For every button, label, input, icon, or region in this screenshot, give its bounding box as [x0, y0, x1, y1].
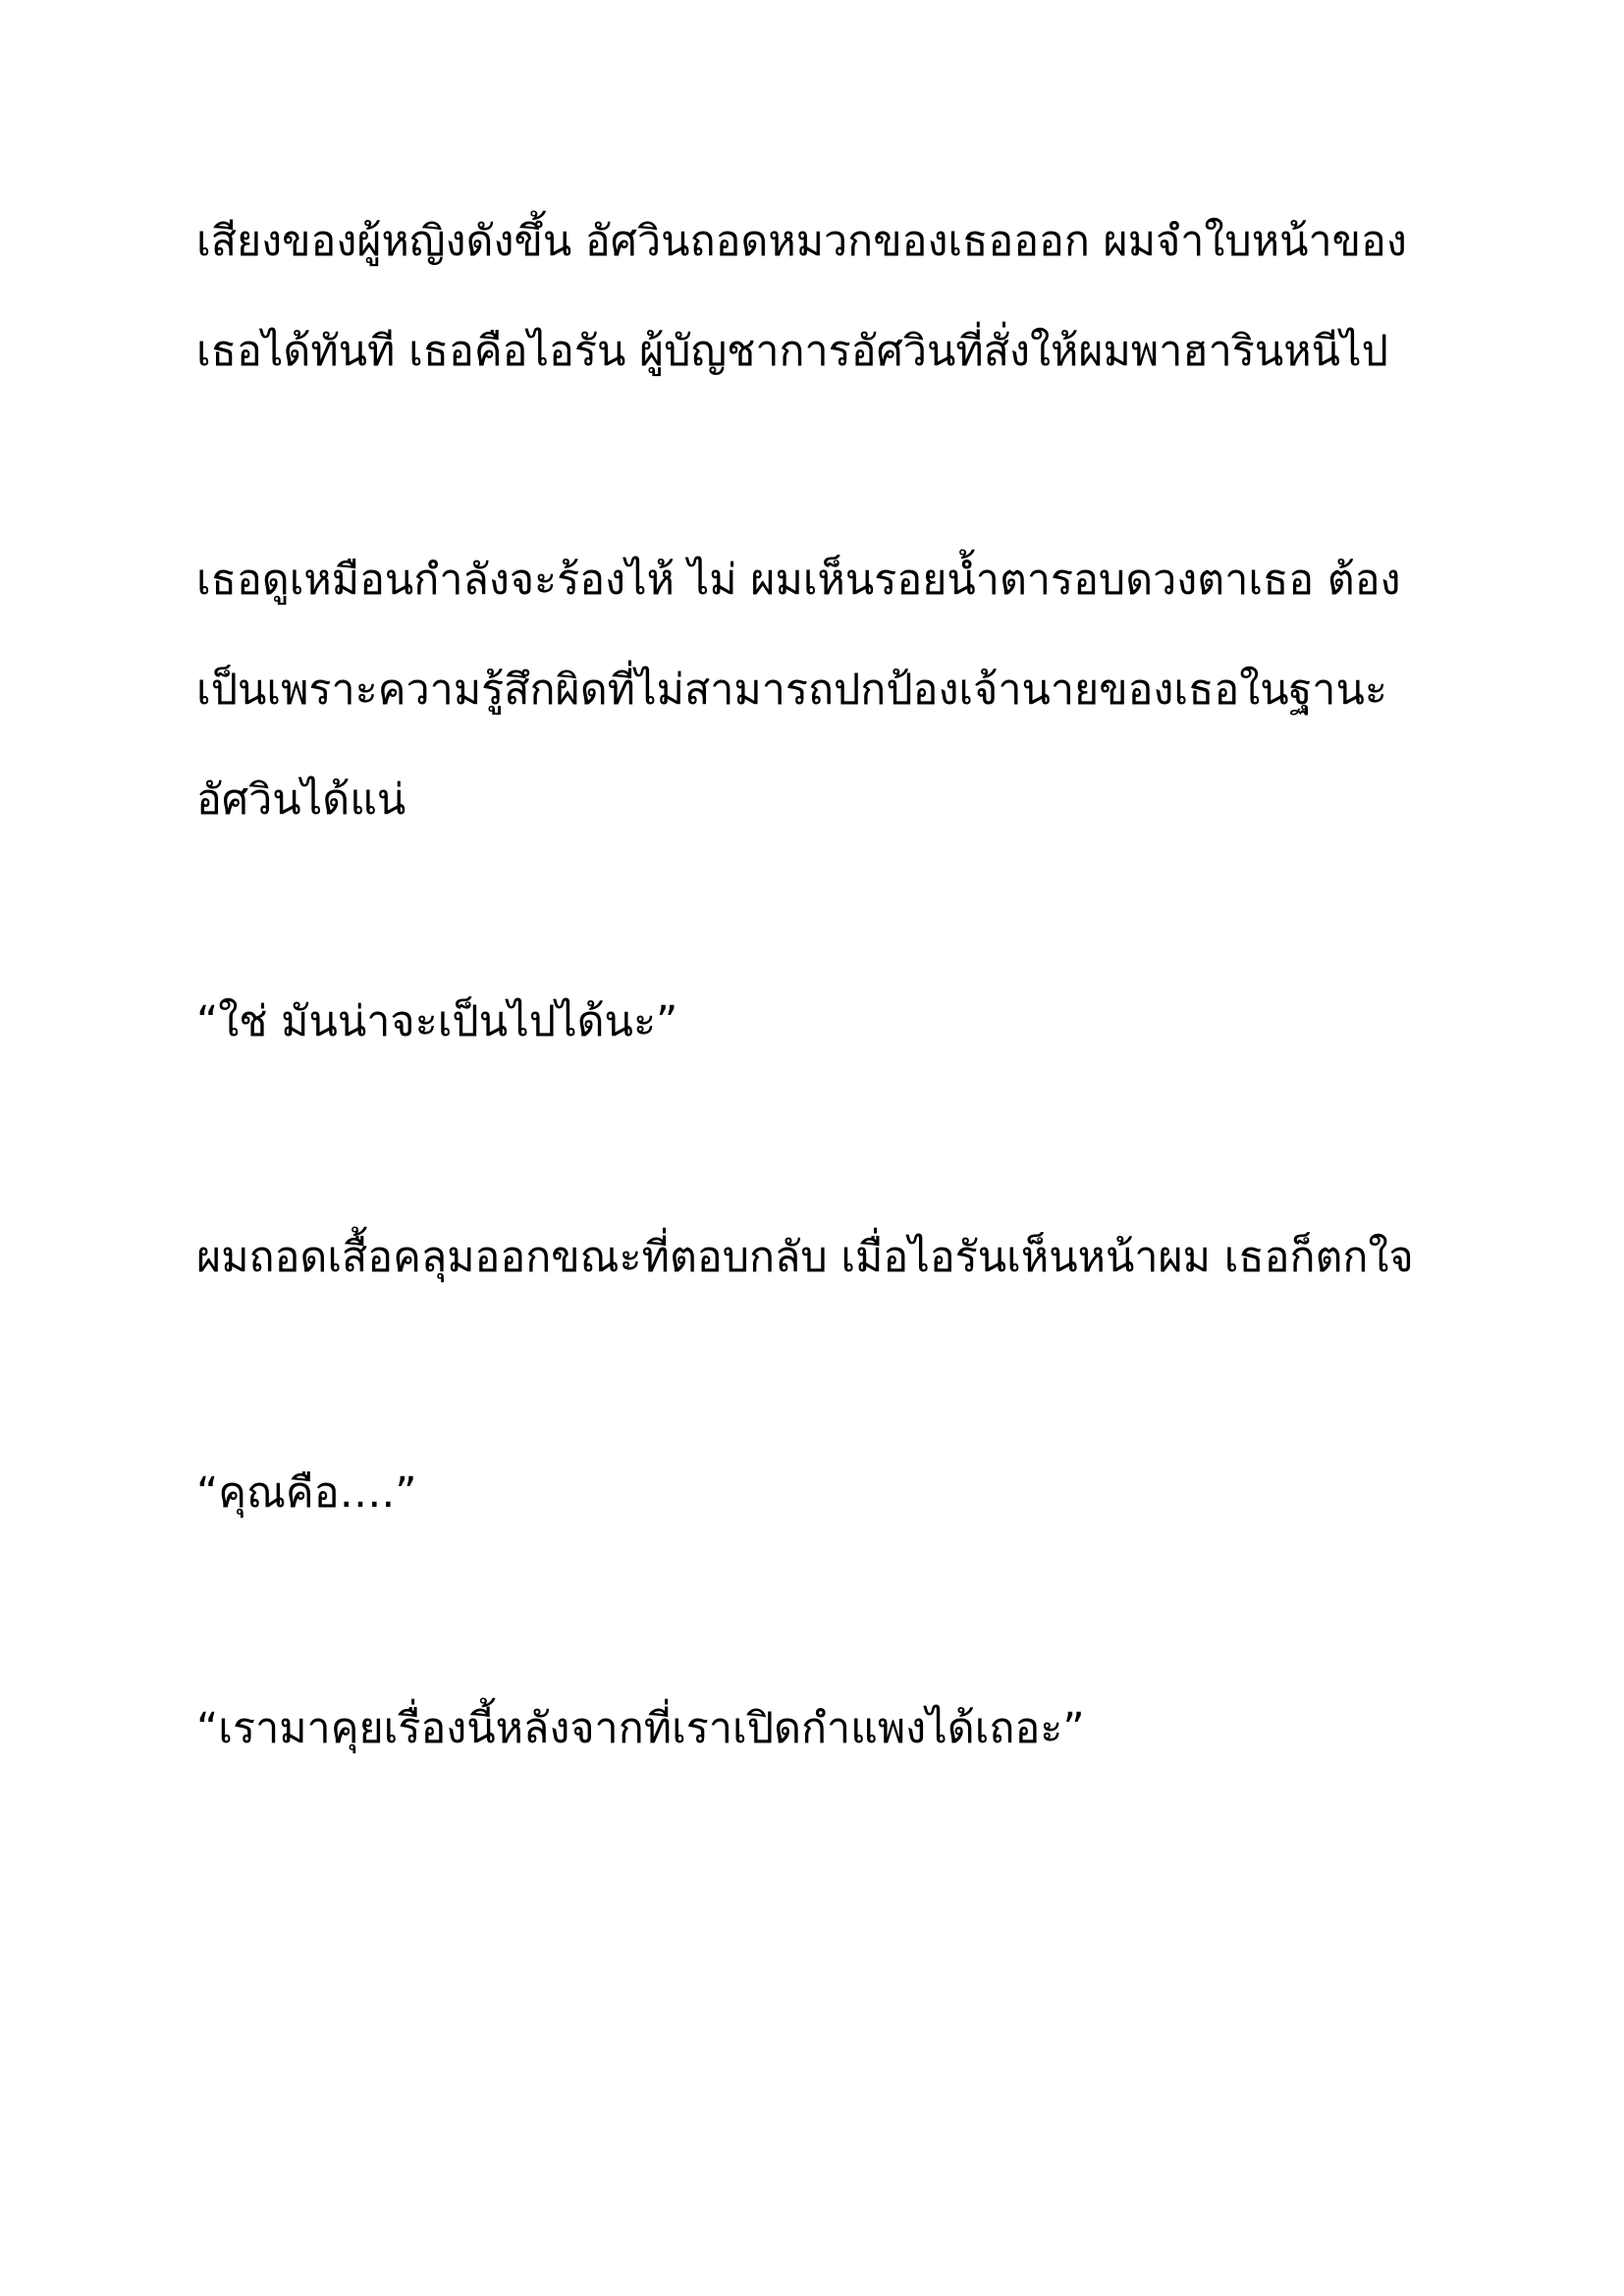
text-line: อัศวินได้แน่ — [196, 775, 406, 825]
text-line: เป็นเพราะความรู้สึกผิดที่ไม่สามารถปกป้องเจ้านายของเธอในฐานะ — [196, 666, 1387, 715]
text-line: “ใช่ มันน่าจะเป็นไปได้นะ” — [196, 997, 678, 1046]
text-line: เสียงของผู้หญิงดังขึ้น อัศวินถอดหมวกของเธอออก ผมจำใบหน้าของ — [196, 217, 1407, 266]
text-line: “คุณคือ….” — [196, 1468, 417, 1518]
text-line: “เรามาคุยเรื่องนี้หลังจากที่เราเปิดกำแพงได้เถอะ” — [196, 1704, 1085, 1753]
text-line: ผมถอดเสื้อคลุมออกขณะที่ตอบกลับ เมื่อไอรันเห็นหน้าผม เธอก็ตกใจ — [196, 1233, 1414, 1282]
paragraph-2 — [196, 525, 1434, 855]
dialogue-3 — [196, 1674, 1434, 1784]
paragraph-3 — [196, 1202, 1434, 1312]
dialogue-1 — [196, 967, 1434, 1077]
dialogue-2 — [196, 1438, 1434, 1548]
text-line: เธอได้ทันที เธอคือไอรัน ผู้บัญชาการอัศวินที่สั่งให้ผมพาฮารินหนีไป — [196, 327, 1388, 376]
text-line: เธอดูเหมือนกำลังจะร้องไห้ ไม่ ผมเห็นรอยน้ำตารอบดวงตาเธอ ต้อง — [196, 556, 1401, 605]
paragraph-1 — [196, 187, 1434, 406]
